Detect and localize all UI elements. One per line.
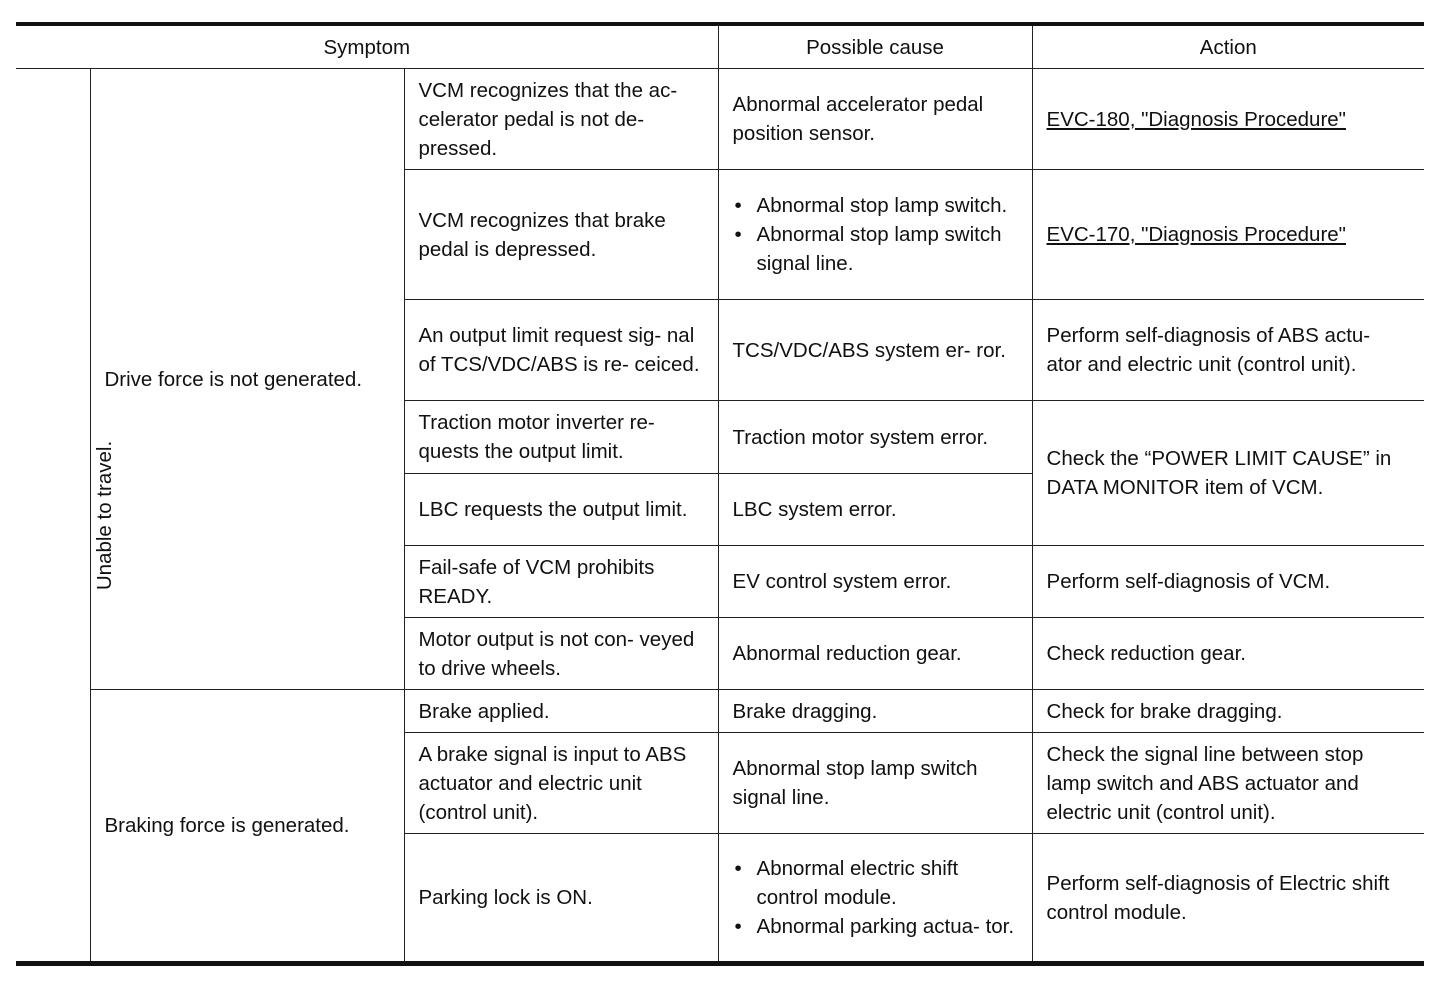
cause-list bbox=[733, 191, 1018, 278]
diagnosis-table bbox=[16, 22, 1424, 966]
header-action: Action bbox=[1032, 24, 1424, 69]
cause-cell: Abnormal reduction gear. bbox=[718, 618, 1032, 690]
cause-cell: Abnormal accelerator pedal position sensor. bbox=[718, 69, 1032, 170]
cause-cell: Traction motor system error. bbox=[718, 401, 1032, 474]
cause-cell: Brake dragging. bbox=[718, 690, 1032, 733]
action-cell: Check reduction gear. bbox=[1032, 618, 1424, 690]
action-cell: Check for brake dragging. bbox=[1032, 690, 1424, 733]
symptom-cell: Brake applied. bbox=[404, 690, 718, 733]
cause-item: • Abnormal stop lamp switch signal line. bbox=[733, 220, 1018, 278]
symptom-cell: VCM recognizes that brake pedal is depressed. bbox=[404, 170, 718, 300]
symptom-cell: Parking lock is ON. bbox=[404, 834, 718, 964]
evc-180-link[interactable]: EVC-180, "Diagnosis Procedure" bbox=[1046, 107, 1346, 131]
cause-item: • Abnormal parking actua- tor. bbox=[733, 912, 1018, 941]
group-drive-force: Drive force is not generated. bbox=[90, 69, 404, 690]
action-cell bbox=[1032, 69, 1424, 170]
group-braking-force: Braking force is generated. bbox=[90, 690, 404, 964]
main-symptom-label: Unable to travel. bbox=[93, 440, 117, 590]
symptom-cell: LBC requests the output limit. bbox=[404, 474, 718, 546]
action-cell: Perform self-diagnosis of Electric shift control module. bbox=[1032, 834, 1424, 964]
cause-cell bbox=[718, 170, 1032, 300]
symptom-cell: VCM recognizes that the ac- celerator pedal is not de- pressed. bbox=[404, 69, 718, 170]
header-possible-cause: Possible cause bbox=[718, 24, 1032, 69]
cause-cell: LBC system error. bbox=[718, 474, 1032, 546]
header-row bbox=[16, 24, 1424, 69]
cause-cell: Abnormal stop lamp switch signal line. bbox=[718, 733, 1032, 834]
cause-item: • Abnormal stop lamp switch. bbox=[733, 191, 1018, 220]
symptom-cell: Motor output is not con- veyed to drive wheels. bbox=[404, 618, 718, 690]
symptom-cell: Fail-safe of VCM prohibits READY. bbox=[404, 546, 718, 618]
action-cell: Perform self-diagnosis of VCM. bbox=[1032, 546, 1424, 618]
action-cell: Check the signal line between stop lamp switch and ABS actuator and electric unit (control unit). bbox=[1032, 733, 1424, 834]
header-symptom: Symptom bbox=[16, 24, 718, 69]
symptom-cell: Traction motor inverter re- quests the output limit. bbox=[404, 401, 718, 474]
cause-item: • Abnormal electric shift control module. bbox=[733, 854, 1018, 912]
action-cell bbox=[1032, 170, 1424, 300]
table-row bbox=[16, 69, 1424, 170]
evc-170-link[interactable]: EVC-170, "Diagnosis Procedure" bbox=[1046, 223, 1346, 246]
symptom-cell: An output limit request sig- nal of TCS/VDC/ABS is re- ceiced. bbox=[404, 300, 718, 401]
cause-cell bbox=[718, 834, 1032, 964]
cause-list bbox=[733, 854, 1018, 941]
action-cell: Check the “POWER LIMIT CAUSE” in DATA MONITOR item of VCM. bbox=[1032, 401, 1424, 546]
action-cell: Perform self-diagnosis of ABS actu- ator and electric unit (control unit). bbox=[1032, 300, 1424, 401]
symptom-cell: A brake signal is input to ABS actuator and electric unit (control unit). bbox=[404, 733, 718, 834]
cause-cell: TCS/VDC/ABS system er- ror. bbox=[718, 300, 1032, 401]
table-row bbox=[16, 690, 1424, 733]
main-symptom-cell bbox=[16, 69, 117, 964]
cause-cell: EV control system error. bbox=[718, 546, 1032, 618]
